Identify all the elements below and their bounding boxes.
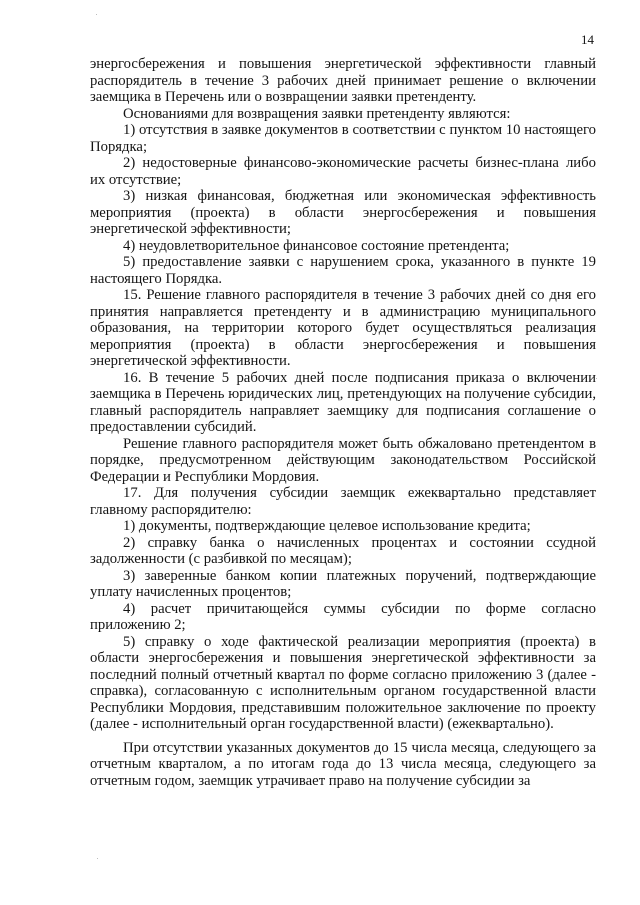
paragraph-clause-15: 15. Решение главного распорядителя в течение 3 рабочих дней со дня его принятия направляется претенденту и в администрацию муниципального образования, на территории которого будет осуществляться реализация мероприятия (проекта) в области энергосбережения и повышения энергетической эффективности. [90,287,596,369]
list-item-ground-3: 3) низкая финансовая, бюджетная или экономическая эффективность мероприятия (проекта) в области энергосбережения и повышения энергетической эффективности; [90,188,596,237]
list-item-document-3: 3) заверенные банком копии платежных поручений, подтверждающие уплату начисленных процентов; [90,567,596,600]
list-item-document-4: 4) расчет причитающейся суммы субсидии по форме согласно приложению 2; [90,600,596,633]
list-item-document-2: 2) справку банка о начисленных процентах и состоянии ссудной задолженности (с разбивкой по месяцам); [90,534,596,567]
list-item-document-1: 1) документы, подтверждающие целевое использование кредита; [123,518,531,534]
scan-speck [97,858,98,859]
list-item-ground-4: 4) неудовлетворительное финансовое состояние претендента; [123,237,510,254]
paragraph-continuation: энергосбережения и повышения энергетической эффективности главный распорядитель в течение 3 рабочих дней принимает решение о включении заемщика в Перечень или о возвращении заявки претенденту. [90,56,596,105]
paragraph-clause-16: 16. В течение 5 рабочих дней после подписания приказа о включении заемщика в Перечень юридических лиц, претендующих на получение субсидии, главный распорядитель направляет заемщику для подписания соглашение о предоставлении субсидий. [90,369,596,435]
page-number: 14 [581,32,594,47]
paragraph-absence-of-documents: При отсутствии указанных документов до 15 числа месяца, следующего за отчетным кварталом, а по итогам года до 13 числа месяца, следующего за отчетным годом, заемщик утрачивает право на получение субсидии за [90,739,596,789]
list-item-ground-2: 2) недостоверные финансово-экономические расчеты бизнес-плана либо их отсутствие; [90,155,596,188]
scan-speck [596,378,597,379]
list-item-document-5: 5) справку о ходе фактической реализации мероприятия (проекта) в области энергосбережения и повышения энергетической эффективности за последний полный отчетный квартал по форме согласно приложению 3 (далее - справка), согласованную с исполнительным органом государственной власти Республики Мордовия, представившим положительное заключение по проекту (далее - исполнительный орган государственной власти) (ежеквартально). [90,633,596,732]
paragraph-appeal: Решение главного распорядителя может быть обжаловано претендентом в порядке, предусмотренном действующим законодательством Российской Федерации и Республики Мордовия. [90,435,596,485]
paragraph-clause-17: 17. Для получения субсидии заемщик ежеквартально представляет главному распорядителю: [90,485,596,518]
paragraph-grounds-heading: Основаниями для возвращения заявки претенденту являются: [123,105,511,122]
document-body [90,56,596,789]
list-item-ground-5: 5) предоставление заявки с нарушением срока, указанного в пункте 19 настоящего Порядка. [90,254,596,287]
scan-speck [96,14,97,15]
list-item-ground-1: 1) отсутствия в заявке документов в соответствии с пунктом 10 настоящего Порядка; [90,122,596,155]
